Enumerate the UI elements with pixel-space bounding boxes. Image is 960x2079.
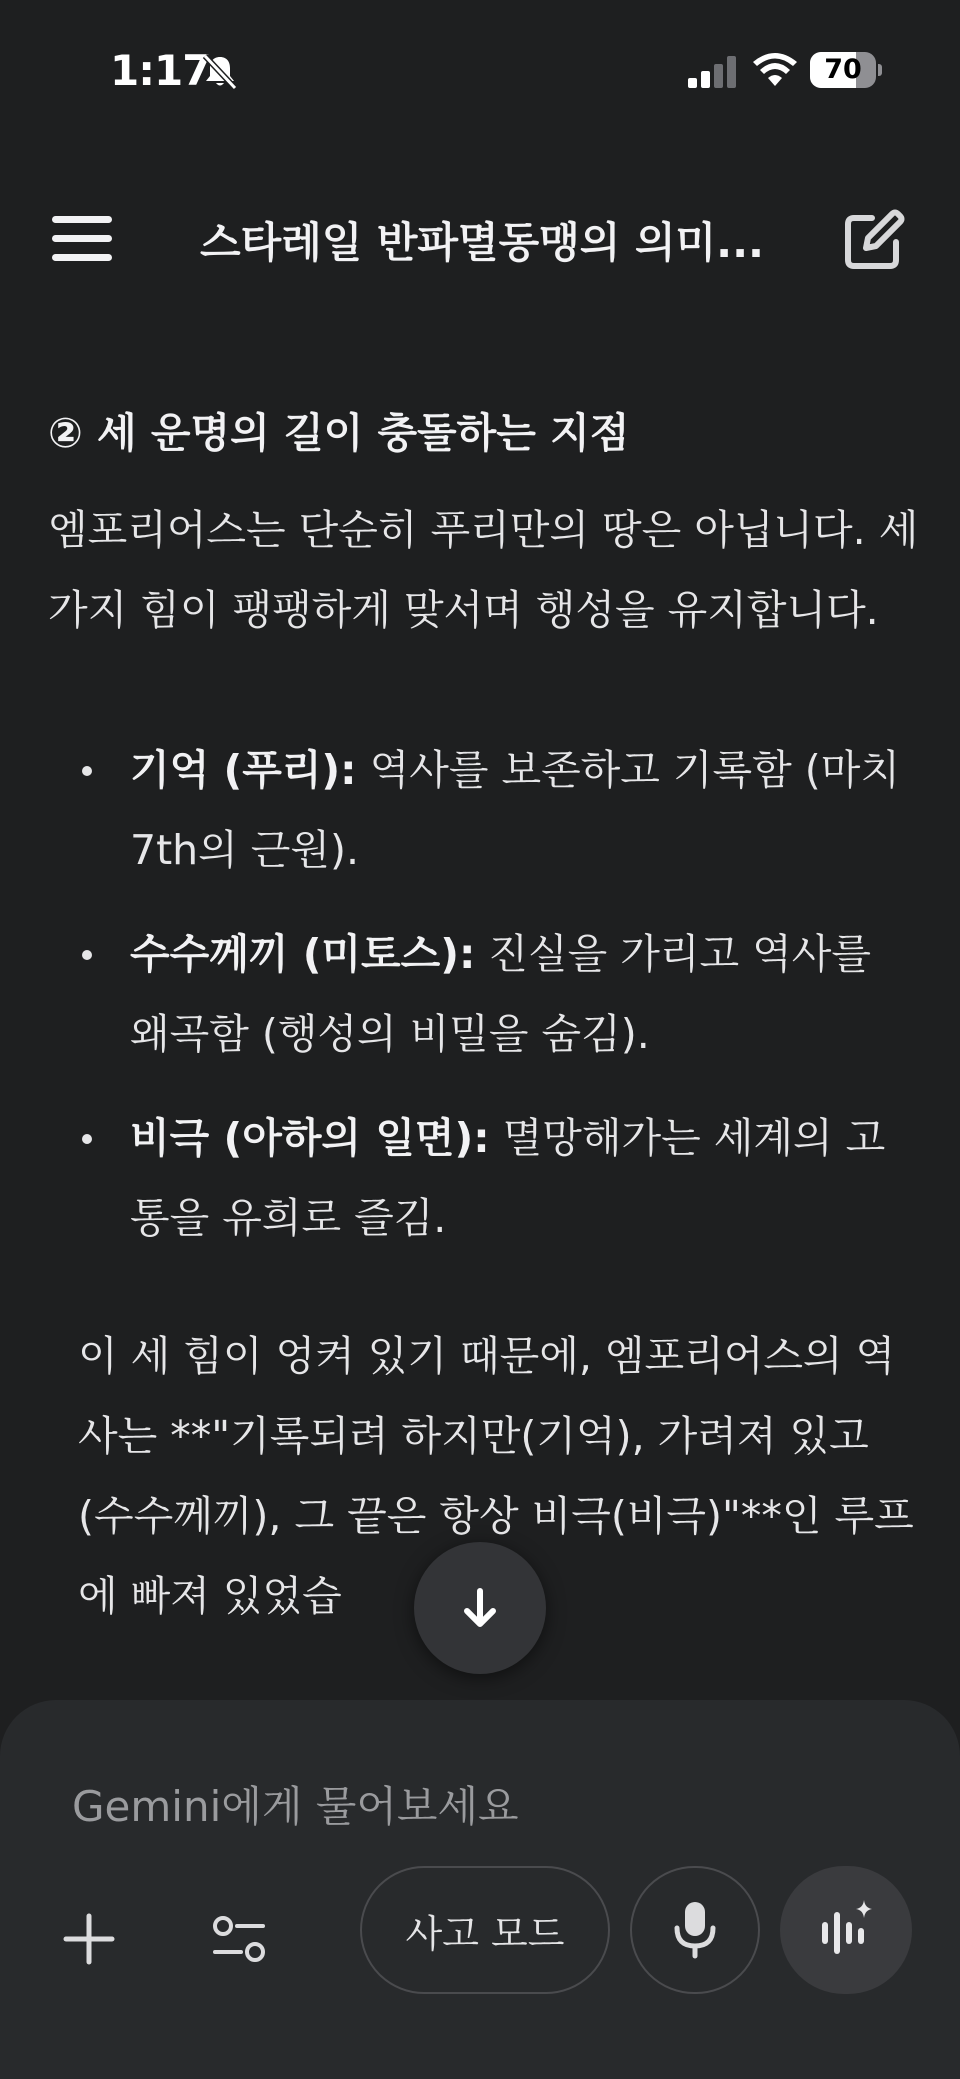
menu-icon[interactable] [52, 216, 112, 262]
bullet-text: 멸망해가는 세계의 고통을 유희로 즐김. [130, 1114, 886, 1242]
arrow-down-icon [457, 1585, 503, 1631]
intro-paragraph: 엠포리어스는 단순히 푸리만의 땅은 아닙니다. 세 가지 힘이 팽팽하게 맞서며 행성을 유지합니다. [48, 506, 919, 634]
closing-paragraph: 이 세 힘이 엉켜 있기 때문에, 엠포리어스의 역사는 **"기록되려 하지만(기억), 가려져 있고(수수께끼), 그 끝은 항상 비극(비극)"**인 루프에 빠져 있었습 [78, 1332, 914, 1620]
bell-muted-icon [200, 52, 240, 92]
add-attachment-button[interactable] [54, 1904, 124, 1974]
bullet-term: 수수께끼 (미토스): [130, 930, 476, 978]
bullet-dot [82, 1134, 92, 1144]
prompt-input[interactable] [72, 1776, 872, 1836]
bullet-term: 기억 (푸리): [130, 746, 357, 794]
list-item [80, 1098, 920, 1258]
scroll-to-bottom-button[interactable] [414, 1542, 546, 1674]
battery-indicator [810, 52, 882, 88]
bullet-list [80, 730, 920, 1282]
bullet-dot [82, 950, 92, 960]
battery-cap [878, 64, 882, 76]
section-heading: ② 세 운명의 길이 충돌하는 지점 [48, 409, 630, 457]
composer-panel [0, 1700, 960, 2079]
wifi-icon [752, 52, 798, 88]
think-mode-button[interactable] [360, 1866, 610, 1994]
microphone-button[interactable] [630, 1866, 760, 1994]
status-time: 1:17 [110, 46, 211, 95]
battery-body [810, 52, 876, 88]
microphone-icon [671, 1900, 719, 1960]
plus-icon [62, 1912, 116, 1966]
status-bar [0, 0, 960, 140]
battery-level: 70 [824, 54, 862, 85]
cell-signal-icon [688, 56, 738, 88]
bullet-text: 진실을 가리고 역사를 왜곡함 (행성의 비밀을 숨김). [130, 930, 871, 1058]
bullet-term: 비극 (아하의 일면): [130, 1114, 490, 1162]
live-sparkle-icon [814, 1898, 878, 1962]
bullet-dot [82, 766, 92, 776]
conversation-title[interactable]: 스타레일 반파멸동맹의 의미... [200, 218, 764, 267]
edit-icon[interactable] [842, 208, 906, 272]
tools-button[interactable] [204, 1904, 274, 1974]
bullet-text: 역사를 보존하고 기록함 (마치 7th의 근원). [130, 746, 900, 874]
list-item [80, 730, 920, 890]
tools-toggle-icon [211, 1914, 267, 1964]
live-mode-button[interactable] [780, 1866, 912, 1994]
think-mode-label: 사고 모드 [405, 1911, 565, 1956]
list-item [80, 914, 920, 1074]
